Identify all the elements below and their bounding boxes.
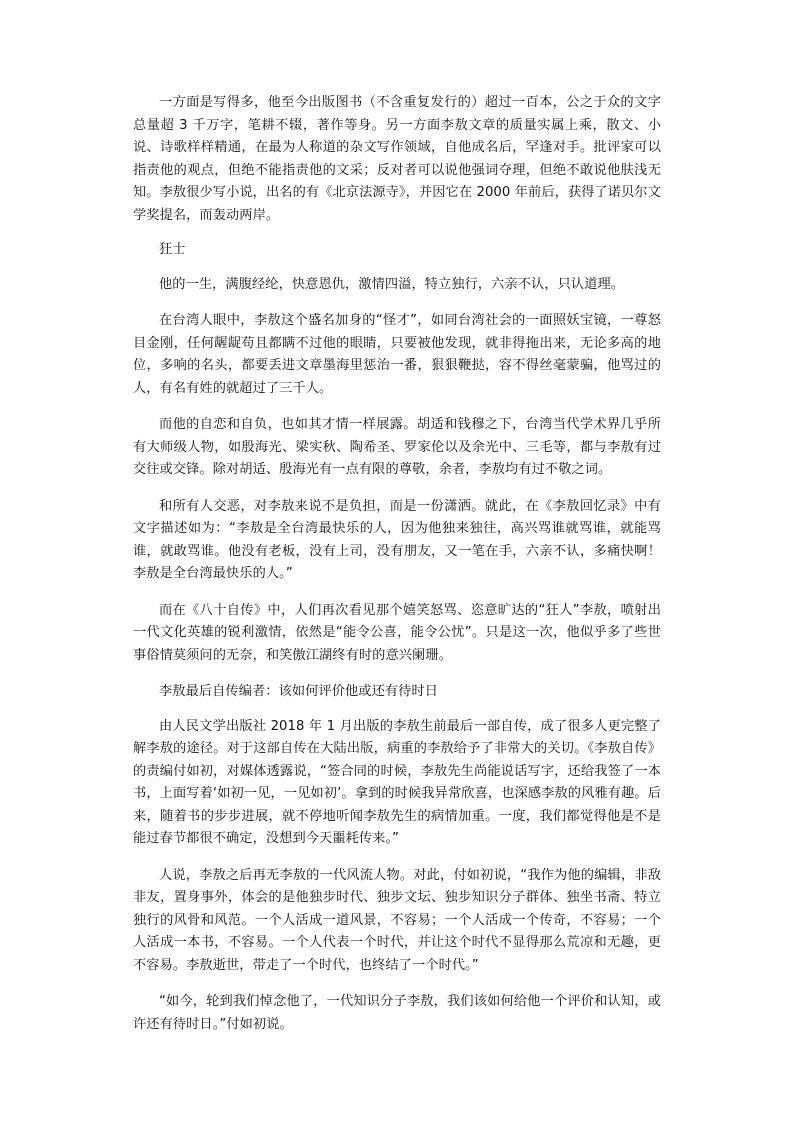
section-heading-kuangshi: 狂士 bbox=[159, 242, 186, 257]
paragraph-editor-comment: 人说，李敖之后再无李敖的一代风流人物。对此，付如初说，“我作为他的编辑，非敌非友，置身事外，体会的是他独步时代、独步文坛、独步知识分子群体、独坐书斋、特立独行的风骨和风范。一个人活成一道风景，不容易；一个人活成一个传奇，不容易；一个人活成一本书，不容易。一个人代表一个时代，并让这个时代不显得那么荒凉和无趣，更不容易。李敖逝世，带走了一个时代，也终结了一个时代。” bbox=[133, 867, 661, 973]
paragraph-eighty-autobiography: 而在《八十自传》中，人们再次看见那个嬉笑怒骂、恣意旷达的“狂人”李敖，喷射出一代文化英雄的锐利激情，依然是“能令公喜，能令公忧”。只是这一次，他似乎多了些世事俗情莫须问的无奈，和笑傲江湖终有时的意兴阑珊。 bbox=[133, 602, 661, 663]
paragraph-summary: 他的一生，满腹经纶，快意恩仇，激情四溢，特立独行，六亲不认，只认道理。 bbox=[159, 276, 625, 292]
paragraph-memoir-quote: 和所有人交恶，对李敖来说不是负担，而是一份潇洒。就此，在《李敖回忆录》中有文字描述如为：“李敖是全台湾最快乐的人，因为他独来独往，高兴骂谁就骂谁，就能骂谁，就敢骂谁。他没有老板，没有上司，没有朋友，又一笔在手，六亲不认，多痛快啊！李敖是全台湾最快乐的人。” bbox=[133, 498, 661, 581]
section-heading-editor: 李敖最后自传编者：该如何评价他或还有待时日 bbox=[159, 684, 439, 699]
paragraph-publication: 由人民文学出版社 2018 年 1 月出版的李敖生前最后一部自传，成了很多人更完整了解李敖的途径。对于这部自传在大陆出版，病重的李敖给予了非常大的关切。《李敖自传》的责编付如初，对媒体透露说，“签合同的时候，李敖先生尚能说话写字，还给我签了一本书，上面写着‘如初一见，一见如初’。拿到的时候我异常欣喜，也深感李敖的风雅有趣。后来，随着书的步步进展，就不停地听闻李敖先生的病情加重。一度，我们都觉得他是不是能过春节都很不确定，没想到今天噩耗传来。” bbox=[133, 718, 661, 846]
paragraph-intro: 一方面是写得多，他至今出版图书（不含重复发行的）超过一百本，公之于众的文字总量超 3 千万字，笔耕不辍，著作等身。另一方面李敖文章的质量实属上乘，散文、小说、诗歌样样精通，在最为人称道的杂文写作领域，自他成名后，罕逢对手。批评家可以指责他的观点，但绝不能指责他的文采；反对者可以说他强词夺理，但绝不敢说他肤浅无知。李敖很少写小说，出名的有《北京法源寺》，并因它在 2000 年前后，获得了诺贝尔文学奖提名，而轰动两岸。 bbox=[133, 95, 661, 223]
paragraph-self-regard: 而他的自恋和自负，也如其才情一样展露。胡适和钱穆之下，台湾当代学术界几乎所有大师级人物，如殷海光、梁实秋、陶希圣、罗家伦以及余光中、三毛等，都与李敖有过交往或交锋。除对胡适、殷海光有一点有限的尊敬，余者，李敖均有过不敬之词。 bbox=[133, 417, 661, 477]
paragraph-closing-quote: “如今，轮到我们悼念他了，一代知识分子李敖，我们该如何给他一个评价和认知，或许还有待时日。”付如初说。 bbox=[133, 994, 661, 1032]
document-page bbox=[133, 92, 661, 1050]
paragraph-taiwan-view: 在台湾人眼中，李敖这个盛名加身的“怪才”，如同台湾社会的一面照妖宝镜，一尊怒目金刚，任何龌龊苟且都瞒不过他的眼睛，只要被他发现，就非得拖出来，无论多高的地位，多响的名头，都要丢进文章墨海里惩治一番，狠狠鞭挞，容不得丝毫蒙骗，他骂过的人，有名有姓的就超过了三千人。 bbox=[133, 313, 661, 396]
